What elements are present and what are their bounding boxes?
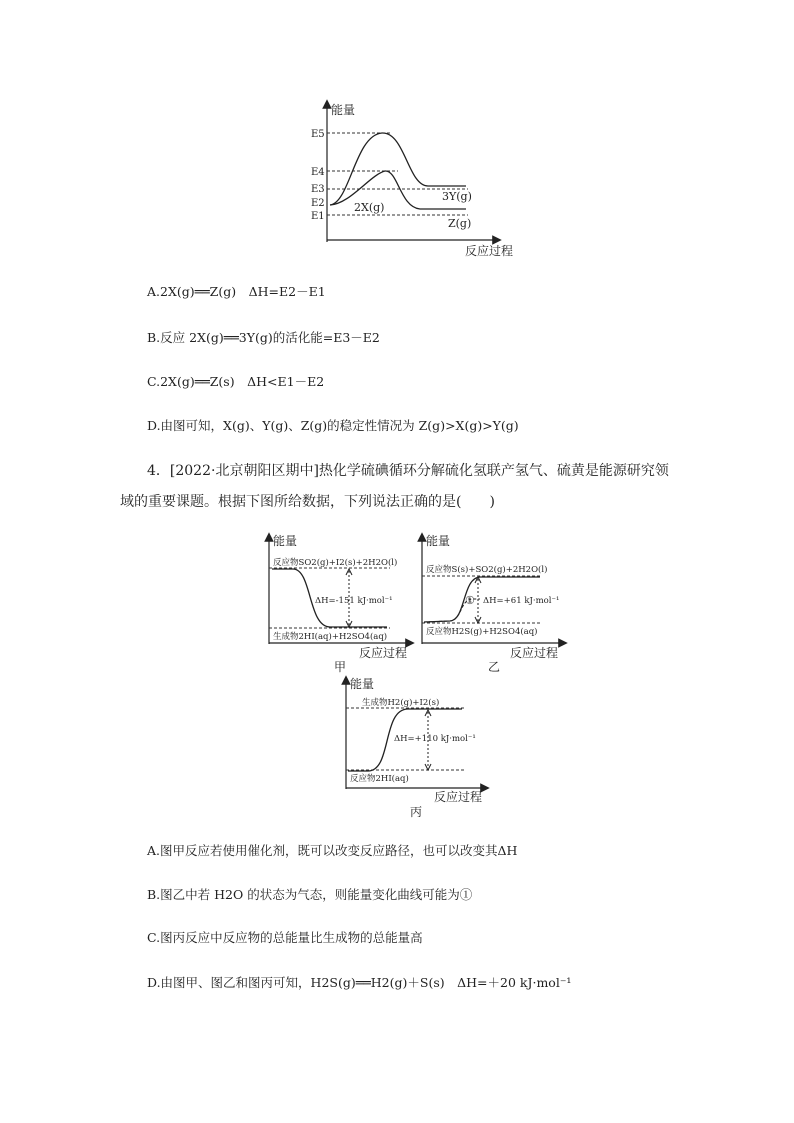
- yi-delta-h: ΔH=+61 kJ·mol⁻¹: [483, 596, 560, 606]
- x-axis-label: 反应过程: [465, 244, 514, 258]
- jia-reactant: 反应物SO2(g)+I2(s)+2H2O(l): [273, 558, 398, 568]
- y-axis-label: 能量: [331, 103, 356, 117]
- level-e1: E1: [311, 211, 325, 222]
- curve-label-z: Z(g): [448, 217, 472, 230]
- yi-product: 反应物H2S(g)+H2SO4(aq): [426, 627, 538, 637]
- yi-reactant: 反应物S(s)+SO2(g)+2H2O(l): [426, 565, 548, 575]
- jia-y-label: 能量: [273, 534, 298, 548]
- yi-x-label: 反应过程: [510, 646, 559, 660]
- yi-circle-1: ①: [465, 594, 475, 607]
- q3-option-a: A.2X(g)══Z(g) ΔH=E2－E1: [147, 284, 326, 299]
- bing-delta-h: ΔH=+110 kJ·mol⁻¹: [394, 734, 476, 744]
- level-e2: E2: [311, 198, 325, 209]
- bing-reactant: 反应物2HI(aq): [350, 774, 409, 784]
- bing-caption: 丙: [410, 805, 423, 819]
- level-e3: E3: [311, 184, 325, 195]
- bing-y-label: 能量: [350, 677, 375, 691]
- q4-stem-line1: 4．[2022·北京朝阳区期中]热化学硫碘循环分解硫化氢联产氢气、硫黄是能源研究领: [147, 463, 669, 479]
- bing-product: 生成物H2(g)+I2(s): [362, 698, 440, 708]
- q4-option-a: A.图甲反应若使用催化剂，既可以改变反应路径，也可以改变其ΔH: [147, 843, 518, 858]
- curve-label-y: 3Y(g): [442, 190, 472, 203]
- q4-stem-line2: 域的重要课题。根据下图所给数据，下列说法正确的是( ): [120, 494, 495, 510]
- jia-caption: 甲: [334, 660, 347, 674]
- jia-delta-h: ΔH=-151 kJ·mol⁻¹: [315, 596, 393, 606]
- bing-x-label: 反应过程: [434, 790, 483, 804]
- q3-option-c: C.2X(g)══Z(s) ΔH<E1－E2: [147, 374, 325, 389]
- level-e4: E4: [311, 167, 325, 178]
- q4-option-c: C.图丙反应中反应物的总能量比生成物的总能量高: [147, 930, 423, 945]
- q3-option-d: D.由图可知，X(g)、Y(g)、Z(g)的稳定性情况为 Z(g)>X(g)>Y(g): [147, 418, 519, 433]
- jia-product: 生成物2HI(aq)+H2SO4(aq): [273, 632, 388, 642]
- q4-option-d: D.由图甲、图乙和图丙可知，H2S(g)══H2(g)＋S(s) ΔH=＋20 kJ·mol⁻¹: [147, 975, 572, 990]
- q3-option-b: B.反应 2X(g)══3Y(g)的活化能=E3－E2: [147, 330, 380, 345]
- level-e5: E5: [311, 129, 325, 140]
- jia-x-label: 反应过程: [359, 646, 408, 660]
- curve-label-x: 2X(g): [354, 201, 385, 214]
- q4-option-b: B.图乙中若 H2O 的状态为气态，则能量变化曲线可能为①: [147, 887, 473, 902]
- yi-y-label: 能量: [426, 534, 451, 548]
- yi-caption: 乙: [488, 660, 501, 674]
